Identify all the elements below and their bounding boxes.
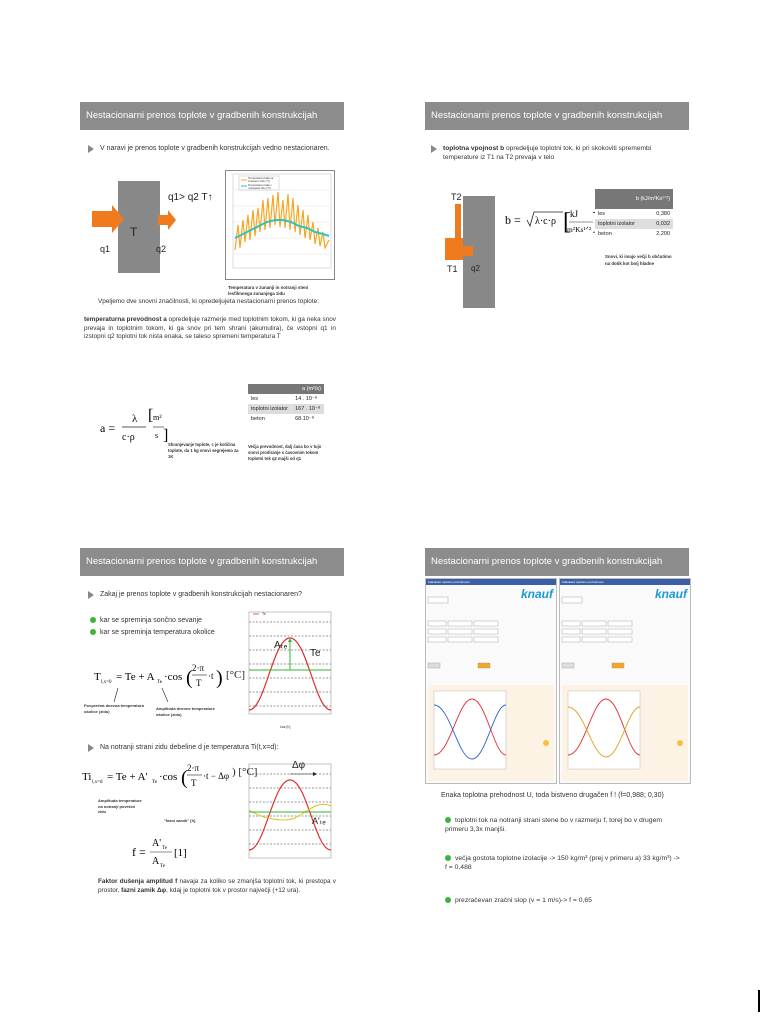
note-b: Snovi, ki imajo večji b občutimo na dotik kot bolj hladne [605,254,672,266]
svg-text:]: ] [592,209,600,235]
table-header: b (kJ/m²Ks¹ᐟ²) [595,189,673,209]
t1-label: T1 [447,264,458,274]
bullet-dot [445,897,451,903]
diffusivity-table [248,384,324,424]
term-phase: fazni zamik Δφ [121,886,167,894]
svg-text:): ) [216,667,223,689]
t2-label: T2 [451,192,462,202]
calc-chart-b [562,685,688,781]
definition-paragraph [84,316,336,342]
list-item-text: kar se spreminja sončno sevanje [100,617,202,624]
app-titlebar: Kalkulator toplotne prehodnosti [426,579,556,585]
svg-text:l,x=d: l,x=d [92,780,103,785]
slide-title: Nestacionarni prenos toplote v gradbenih konstrukcijah [80,548,344,576]
calc-chart-a [428,685,554,781]
bullet-dot [445,817,451,823]
brand-logo: knauf [654,587,687,601]
brand-logo: knauf [520,587,553,601]
term-label: toplotna vpojnost b [443,145,505,152]
svg-text:l,x=0: l,x=0 [101,680,112,685]
unit-celsius-2: ) [°C] [232,766,258,778]
bullet-dot [90,629,96,635]
note-a: Shranjevanje toplote, c je količina toplote, da 1 kg snovi segrejemo za 1K [168,442,239,459]
svg-text:c·ρ: c·ρ [122,432,135,443]
table-cell: toplotni izolator [251,406,288,412]
wall-label: T [130,225,138,239]
svg-text:T: T [94,671,101,683]
svg-text:A': A' [152,838,162,849]
list-item [90,616,202,625]
svg-text:λ: λ [132,413,138,425]
table-cell: les [251,396,259,402]
list-item-text: prezračevan zračni slop (v = 1 m/s)-> f = 0,65 [455,897,592,904]
q2-label: q2 [156,244,167,254]
chart2-phase: Δφ [292,760,306,771]
bullet-dot [445,855,451,861]
table-cell: beton [251,416,265,422]
svg-text:= Te + A: = Te + A [116,671,155,683]
svg-text:·t − Δφ: ·t − Δφ [203,771,230,781]
term-label: temperaturna prevodnost a [84,316,167,323]
svg-text:f =: f = [132,845,146,859]
form-mock [562,591,662,671]
damping-text: navaja za koliko se zmanjša toplotni tok, ki prestopa v prostor, [98,878,336,894]
table-cell: 2,200 [656,231,670,237]
bullet-dot [90,617,96,623]
slide-title: Nestacionarni prenos toplote v gradbenih konstrukcijah [425,548,689,576]
phase-text: , kdaj je toplotni tok v prostor največji (+12 ura). [166,886,301,894]
damping-paragraph [98,878,336,895]
svg-text:·cos: ·cos [159,771,178,783]
bullet-text: V naravi je prenos toplote v gradbenih konstrukcijah vedno nestacionaren. [100,145,330,152]
svg-text:m²Ks¹ᐟ²: m²Ks¹ᐟ² [567,225,592,234]
svg-text:Te: Te [162,846,167,851]
list-item-text: kar se spreminja temperatura okolice [100,629,215,636]
chart1-legend: Te [262,612,266,616]
bullet-body: opredeljuje toplotni tok, ki pri skokoviti spremembi temperature iz T1 na T2 prevaja v telo [443,145,652,161]
list-item-text: večja gostota toplotne izolacije -> 150 kg/m³ (prej v primeru a) 33 kg/m³) -> f = 0,488 [445,855,680,871]
svg-text:[1]: [1] [174,847,187,859]
svg-text:Te: Te [157,680,162,685]
term-damping: Faktor dušenja amplitud f [98,878,178,885]
svg-text:·t: ·t [208,671,214,681]
bullet-text: Na notranji strani zidu debeline d je temperatura Ti(t,x=d): [100,744,279,751]
svg-text:]: ] [163,427,169,444]
label-average: Povprečna dnevna temperatura okolice (zidu) [84,703,144,714]
slide-title: Nestacionarni prenos toplote v gradbenih konstrukcijah [80,102,344,130]
page-edge-marker [758,990,760,1012]
bullet-marker [88,145,94,153]
temperature-chart [225,170,335,280]
list-item-text: toplotni tok na notranji strani stene bo v razmerju f, torej bo v drugem primeru 3,3x manjši. [445,817,663,833]
slide-1 [80,102,344,520]
q1-label: q1 [100,244,111,254]
table-cell: beton [598,231,612,237]
inequality-label: q1> q2 T↑ [168,192,213,203]
svg-text:[: [ [563,209,571,235]
list-item [445,854,681,872]
table-cell: 68.10⁻⁸ [295,416,315,422]
chart-legend-inner: Temperatura zraka v notranjosti zidu (°C) [248,184,272,190]
note-table: Večja prevodnost, dalj časa bo v tujo snovi prodiranje s časovnim tokom toplotni tok q2 majši od q1 [248,444,322,461]
intro-paragraph: Vpeljemo dve snovni značilnosti, ki opredeljujeta nestacionarni prenos toplote: [98,298,319,305]
bullet-marker [431,145,437,153]
label-amplitude-inner: Amplituda temperature na notranji površini zidu [98,798,142,814]
svg-text:(: ( [181,767,188,789]
svg-text:Ti: Ti [82,771,92,783]
svg-text:m²: m² [153,413,162,422]
svg-text:T: T [196,678,202,688]
chart1-amplitude: Aₜₑ [274,640,288,651]
chart-legend-outer: Temperatura zraka na zunanjem zidu (°C) [248,177,274,183]
outer-temp-chart [235,608,335,728]
bullet-marker [88,744,94,752]
svg-text:[: [ [148,407,154,424]
label-amplitude: Amplituda dnevne temperature okolice (zidu) [156,706,215,717]
form-mock [428,591,528,671]
bullet-marker [88,591,94,599]
table-cell: 167 . 10⁻⁸ [295,406,321,412]
svg-text:λ·c·ρ: λ·c·ρ [535,216,556,227]
svg-text:T: T [191,778,197,788]
slide-2 [425,102,689,520]
svg-text:2·π: 2·π [187,763,200,773]
table-cell: 0,380 [656,211,670,217]
formula-f [130,834,200,874]
svg-text:s: s [155,431,159,440]
formula-a [98,408,168,448]
svg-text:Te: Te [160,864,165,869]
formula-b [503,202,598,242]
absorptivity-diagram [441,190,501,310]
svg-text:b =: b = [505,213,521,227]
table-cell: toplotni izolator [598,221,635,227]
chart-caption: Temperatura v zunanji in notranji steni lesfilmnega zunanjega zidu [228,285,309,296]
svg-text:a =: a = [100,421,116,435]
slide-4 [425,548,689,928]
unit-celsius: [°C] [226,669,246,681]
svg-text:A: A [152,856,160,867]
chart1-te: Te [310,648,321,659]
absorptivity-table [595,189,673,239]
chart2-amplitude: A'ₜₑ [312,816,326,826]
calculator-screenshot-a [425,578,557,784]
definition-text: opredeljuje razmerje med toplotnim tokom, ki ga neka snov prevaja in toplotnim tokom, ki ga snov pri tem shrani (akumulira), če vstopni q1 in izstopni q2 toplotni tok nista enaka, se taleso spremeni temperatura T [84,316,336,341]
label-phase: "fazni zamik" [h] [164,818,196,823]
q2-label: q2 [471,264,480,273]
bullet-text [443,144,687,162]
svg-text:2·π: 2·π [192,663,205,673]
svg-text:kJ: kJ [570,209,579,219]
app-titlebar: Kalkulator toplotne prehodnosti [560,579,690,585]
calculator-screenshot-b [559,578,691,784]
comparison-paragraph: Enaka toplotna prehodnost U, toda bistveno drugačen f ! (f=0,988; 0,30) [441,792,664,799]
chart1-xlabel: čas [h] [280,725,291,729]
slide-title: Nestacionarni prenos toplote v gradbenih konstrukcijah [425,102,689,130]
list-item [445,896,681,905]
table-cell: les [598,211,606,217]
table-header: a (m²/s) [248,384,324,394]
svg-text:(: ( [186,667,193,689]
svg-text:·cos: ·cos [164,671,183,683]
svg-text:Te: Te [152,780,157,785]
formula-inner [82,758,232,794]
inner-temp-chart [235,760,335,870]
bullet-text: Zakaj je prenos toplote v gradbenih konstrukcijah nestacionaren? [100,591,302,598]
svg-text:= Te + A': = Te + A' [107,771,148,783]
list-item [445,816,681,834]
table-cell: 0,032 [656,221,670,227]
list-item [90,628,215,637]
table-cell: 14 . 10⁻⁸ [295,396,318,402]
slide-3 [80,548,344,928]
